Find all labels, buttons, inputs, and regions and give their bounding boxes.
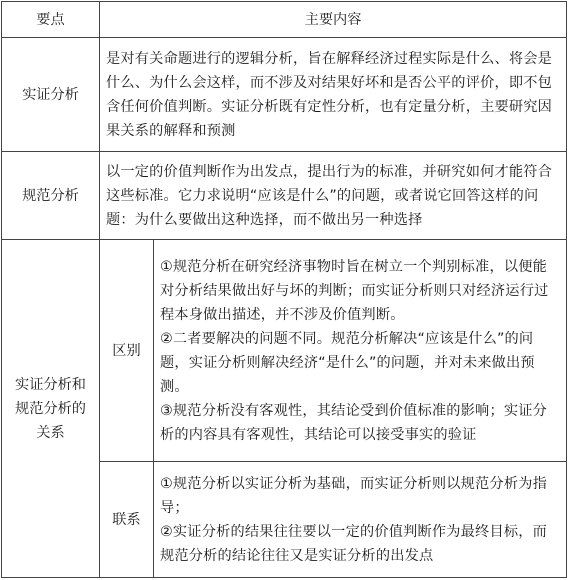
connection-paragraph-1: ①规范分析以实证分析为基础，而实证分析则以规范分析为指导； (160, 475, 547, 516)
difference-paragraph-2: ②二者要解决的问题不同。规范分析解决“应该是什么”的问题，实证分析则解决经济“是什么”的问题，并对未来做出预测。 (160, 330, 535, 395)
sub-content-connection (154, 462, 567, 578)
summary-table (1, 1, 567, 578)
table-row-positive-analysis (2, 38, 567, 152)
connection-paragraph-2: ②实证分析的结果往往要以一定的价值判断作为最终目标，而规范分析的结论往往又是实证分析的出发点 (160, 523, 547, 564)
sub-label-difference: 区别 (100, 240, 154, 462)
header-key-points: 要点 (2, 2, 100, 38)
table-row-normative-analysis (2, 152, 567, 240)
difference-paragraph-3: ③规范分析没有客观性，其结论受到价值标准的影响；实证分析的内容具有客观性，其结论可以接受事实的验证 (160, 402, 547, 443)
row-label-relation (2, 240, 100, 578)
header-main-content: 主要内容 (100, 2, 567, 38)
table-row-relation-difference (2, 240, 567, 462)
sub-label-connection: 联系 (100, 462, 154, 578)
difference-paragraph-1: ①规范分析在研究经济事物时旨在树立一个判别标准，以便能对分析结果做出好与坏的判断；而实证分析则只对经济运行过程本身做出描述，并不涉及价值判断。 (160, 258, 549, 323)
row-content-normative-analysis: 以一定的价值判断作为出发点，提出行为的标准，并研究如何才能符合这些标准。它力求说明“应该是什么”的问题，或者说它回答这样的问题：为什么要做出这种选择，而不做出另一种选择 (100, 152, 567, 240)
sub-content-difference (154, 240, 567, 462)
header-row (2, 2, 567, 38)
row-label-positive-analysis: 实证分析 (2, 38, 100, 152)
row-label-relation-text: 实证分析和规范分析的关系 (15, 376, 86, 441)
row-label-normative-analysis: 规范分析 (2, 152, 100, 240)
row-content-positive-analysis: 是对有关命题进行的逻辑分析，旨在解释经济过程实际是什么、将会是什么、为什么会这样，而不涉及对结果好坏和是否公平的评价，即不包含任何价值判断。实证分析既有定性分析，也有定量分析，主要研究因果关系的解释和预测 (100, 38, 567, 152)
